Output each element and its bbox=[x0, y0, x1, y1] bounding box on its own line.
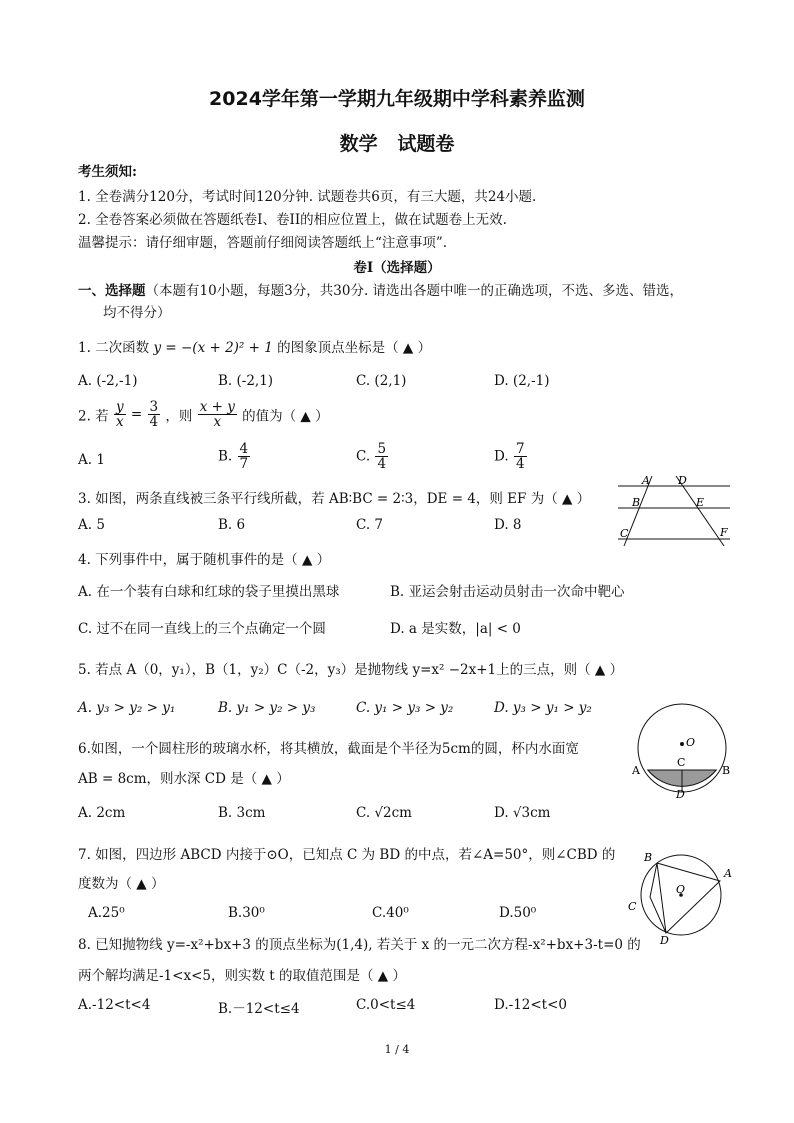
question-8-stem-line2: 两个解均满足-1<x<5，则实数 t 的取值范围是（ ▲ ） bbox=[78, 968, 406, 984]
question-4-stem: 4. 下列事件中，属于随机事件的是（ ▲ ） bbox=[78, 552, 331, 568]
notice-tip: 温馨提示：请仔细审题，答题前仔细阅读答题纸上“注意事项”. bbox=[78, 235, 448, 251]
q7-label-a: A bbox=[724, 867, 732, 880]
q7-label-o: O bbox=[676, 883, 686, 896]
q3-label-f: F bbox=[720, 526, 728, 539]
q2-option-b: B. $\frac{4}{7}$ bbox=[218, 441, 249, 473]
q6-option-c: C. √2cm bbox=[356, 805, 412, 821]
q8-option-b: B.－12<t≤4 bbox=[218, 1001, 300, 1017]
q3-label-c: C bbox=[620, 527, 629, 540]
q7-label-b: B bbox=[644, 851, 653, 864]
question-6-stem-line2: AB = 8cm，则水深 CD 是（ ▲ ） bbox=[78, 771, 290, 787]
q5-option-d: D. y₃ > y₁ > y₂ bbox=[494, 700, 592, 716]
q7-option-c: C.40⁰ bbox=[372, 905, 409, 921]
q7-option-d: D.50⁰ bbox=[499, 905, 537, 921]
notice-item-2: 2. 全卷答案必须做在答题纸卷I、卷II的相应位置上，做在试题卷上无效. bbox=[78, 212, 507, 228]
q5-option-b: B. y₁ > y₂ > y₃ bbox=[218, 700, 316, 716]
section-desc-line1: （本题有10小题，每题3分，共30分. 请选出各题中唯一的正确选项，不选、多选、错选， bbox=[145, 283, 684, 299]
q4-option-d: D. a 是实数，|a| < 0 bbox=[390, 621, 521, 637]
q7-cyclic-quad-figure bbox=[624, 845, 736, 945]
q8-option-c: C.0<t≤4 bbox=[356, 997, 416, 1013]
question-8-stem-line1: 8. 已知抛物线 y=-x²+bx+3 的顶点坐标为(1,4), 若关于 x 的一元二次方程-x²+bx+3-t=0 的 bbox=[78, 937, 641, 953]
section-intro bbox=[78, 279, 683, 299]
section-desc-line2: 均不得分） bbox=[103, 305, 171, 321]
q2-option-c: C. $\frac{5}{4}$ bbox=[356, 441, 387, 473]
notice-heading: 考生须知: bbox=[78, 164, 137, 180]
q4-option-c: C. 过不在同一直线上的三个点确定一个圆 bbox=[78, 621, 326, 637]
notice-item-1: 1. 全卷满分120分，考试时间120分钟. 试题卷共6页，有三大题，共24小题. bbox=[78, 189, 537, 205]
q6-option-a: A. 2cm bbox=[78, 805, 126, 821]
q2-given-fraction: $\frac{y}{x}$ bbox=[115, 399, 124, 431]
q2-given-value: $\frac{3}{4}$ bbox=[149, 399, 159, 431]
q3-option-a: A. 5 bbox=[78, 517, 105, 533]
q3-label-b: B bbox=[632, 496, 641, 509]
q7-label-d: D bbox=[660, 934, 669, 945]
q6-option-b: B. 3cm bbox=[218, 805, 266, 821]
q5-option-a: A. y₃ > y₂ > y₁ bbox=[78, 700, 176, 716]
section-label: 一、选择题 bbox=[78, 283, 146, 299]
q4-option-b: B. 亚运会射击运动员射击一次命中靶心 bbox=[390, 584, 625, 600]
q6-label-d: D bbox=[676, 788, 685, 800]
q4-option-a: A. 在一个装有白球和红球的袋子里摸出黑球 bbox=[78, 584, 340, 600]
question-1-stem bbox=[78, 336, 431, 356]
exam-subtitle: 数学 试题卷 bbox=[339, 133, 455, 155]
q7-option-a: A.25⁰ bbox=[88, 905, 125, 921]
question-7-stem-line1: 7. 如图，四边形 ABCD 内接于⊙O，已知点 C 为 BD 的中点，若∠A=50°，则∠CBD 的 bbox=[78, 847, 616, 863]
q1-stem-post: 的图象顶点坐标是（ ▲ ） bbox=[277, 340, 432, 356]
q1-formula: y = −(x + 2)² + 1 bbox=[153, 340, 273, 356]
volume-heading: 卷I（选择题） bbox=[353, 260, 441, 276]
q7-option-b: B.30⁰ bbox=[228, 905, 265, 921]
q8-option-d: D.-12<t<0 bbox=[494, 997, 568, 1013]
q5-option-c: C. y₁ > y₃ > y₂ bbox=[356, 700, 454, 716]
q3-label-d: D bbox=[678, 474, 687, 487]
q6-label-c: C bbox=[677, 756, 686, 769]
q2-option-d: D. $\frac{7}{4}$ bbox=[494, 441, 525, 473]
question-6-stem-line1: 6.如图，一个圆柱形的玻璃水杯，将其横放，截面是个半径为5cm的圆，杯内水面宽 bbox=[78, 741, 579, 757]
q3-parallel-lines-figure bbox=[612, 474, 734, 548]
q6-label-b: B bbox=[722, 764, 731, 777]
q1-option-d: D. (2,-1) bbox=[494, 373, 550, 389]
q3-option-b: B. 6 bbox=[218, 517, 246, 533]
question-2-stem: 2. 若 $\frac{y}{x}$ = $\frac{3}{4}$ ，则 $\frac{x + y}{x}$ 的值为（ ▲ ） bbox=[78, 399, 329, 431]
q3-label-a: A bbox=[642, 474, 650, 487]
q6-label-a: A bbox=[632, 764, 640, 777]
q3-label-e: E bbox=[696, 496, 705, 509]
q1-option-a: A. (-2,-1) bbox=[78, 373, 138, 389]
question-5-stem: 5. 若点 A（0，y₁），B（1，y₂）C（-2，y₃）是抛物线 y=x² −2x+1上的三点，则（ ▲ ） bbox=[78, 662, 624, 678]
q1-option-c: C. (2,1) bbox=[356, 373, 407, 389]
q6-circle-water-figure bbox=[626, 700, 738, 800]
q1-option-b: B. (-2,1) bbox=[218, 373, 274, 389]
q2-stem-pre: 2. 若 bbox=[78, 408, 109, 425]
q2-option-a: A. 1 bbox=[78, 452, 105, 468]
q7-label-c: C bbox=[628, 900, 637, 913]
q6-option-d: D. √3cm bbox=[494, 805, 551, 821]
q2-expression: $\frac{x + y}{x}$ bbox=[199, 399, 235, 431]
question-7-stem-line2: 度数为（ ▲ ） bbox=[78, 876, 165, 892]
q3-option-d: D. 8 bbox=[494, 517, 522, 533]
q6-label-o: O bbox=[686, 736, 696, 749]
q1-stem-pre: 1. 二次函数 bbox=[78, 340, 150, 356]
q3-option-c: C. 7 bbox=[356, 517, 384, 533]
exam-title: 2024学年第一学期九年级期中学科素养监测 bbox=[209, 88, 585, 110]
question-3-stem: 3. 如图，两条直线被三条平行线所截，若 AB∶BC = 2∶3，DE = 4，则 EF 为（ ▲ ） bbox=[78, 491, 591, 507]
q8-option-a: A.-12<t<4 bbox=[78, 997, 151, 1013]
page-number: 1 / 4 bbox=[384, 1043, 410, 1056]
